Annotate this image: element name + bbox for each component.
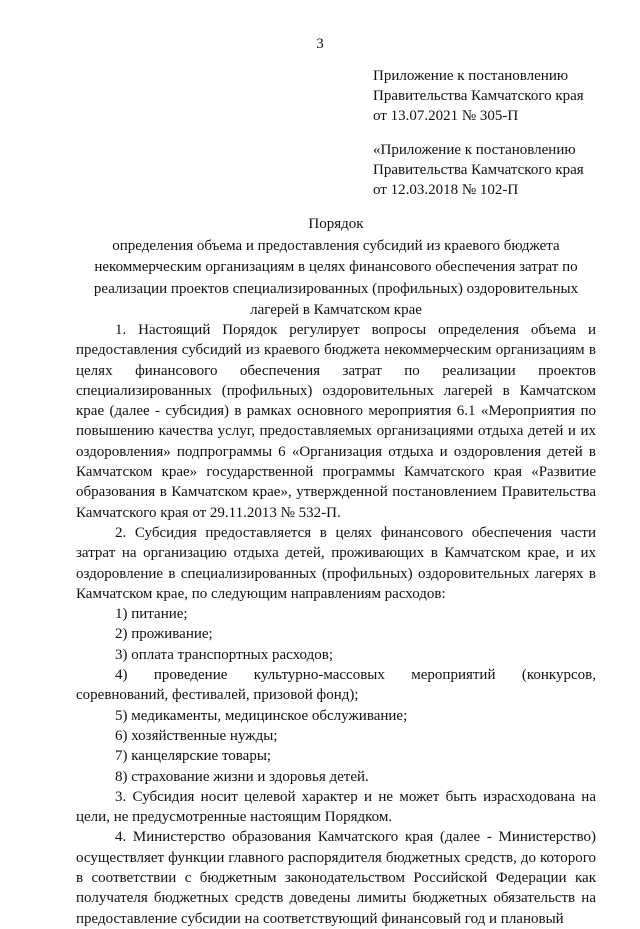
paragraph-3: 3. Субсидия носит целевой характер и не может быть израсходована на цели, не предусмотренные настоящим Порядком. [76,788,596,826]
title-line1: Порядок [308,216,364,232]
list-item: 3) оплата транспортных расходов; [115,646,333,663]
page-number: 3 [316,36,324,52]
appendix-previous-header [373,140,623,200]
list-item: 2) проживание; [115,626,213,643]
appendix-current-line2: Правительства Камчатского края [373,88,584,104]
title-line5: лагерей в Камчатском крае [250,302,422,318]
list-item: 4) проведение культурно-массовых мероприятий (конкурсов, соревнований, фестивалей, призовой фонд); [76,667,596,704]
appendix-previous-line3: от 12.03.2018 № 102-П [373,182,519,198]
title-line4: реализации проектов специализированных (профильных) оздоровительных [93,280,579,297]
document-title [76,214,596,322]
list-item: 7) канцелярские товары; [115,748,272,765]
list-item: 5) медикаменты, медицинское обслуживание; [115,707,408,724]
appendix-previous-line1: «Приложение к постановлению [373,142,576,158]
title-line2: определения объема и предоставления субсидий из краевого бюджета [112,237,560,254]
paragraph-1: 1. Настоящий Порядок регулирует вопросы определения объема и предоставления субсидий из краевого бюджета некоммерческим организациям в целях финансового обеспечения затрат по реализации проектов специализированных (профильных) оздоровительных лагерей в Камчатском крае (далее - субсидия) в рамках основного мероприятия 6.1 «Мероприятия по повышению качества услуг, предоставляемых организациями отдыха детей и их оздоровления» подпрограммы 6 «Организация отдыха и оздоровления детей в Камчатском крае» государственной программы Камчатского края «Развитие образования в Камчатском крае», утвержденной постановлением Правительства Камчатского края от 29.11.2013 № 532-П. [76,322,596,521]
appendix-previous-line2: Правительства Камчатского края [373,162,584,178]
title-line3: некоммерческим организациям в целях финансового обеспечения затрат по [94,259,578,275]
appendix-current-line1: Приложение к постановлению [373,68,569,84]
list-item: 1) питание; [115,606,188,623]
appendix-current-line3: от 13.07.2021 № 305-П [373,108,519,124]
appendix-current-header [373,66,623,126]
list-item: 8) страхование жизни и здоровья детей. [115,768,369,785]
paragraph-2: 2. Субсидия предоставляется в целях финансового обеспечения части затрат на организацию отдыха детей, проживающих в Камчатском крае, и их оздоровление в специализированных (профильных) оздоровительных лагерях в Камчатском крае, по следующим направлениям расходов: [76,524,596,602]
document-body [76,320,596,929]
list-item: 6) хозяйственные нужды; [115,727,278,744]
paragraph-4: 4. Министерство образования Камчатского края (далее - Министерство) осуществляет функции главного распорядителя бюджетных средств, до которого в соответствии с бюджетным законодательством Российской Федерации как получателя бюджетных средств доведены лимиты бюджетных обязательств на предоставление субсидии на соответствующий финансовый год и плановый [76,829,596,927]
